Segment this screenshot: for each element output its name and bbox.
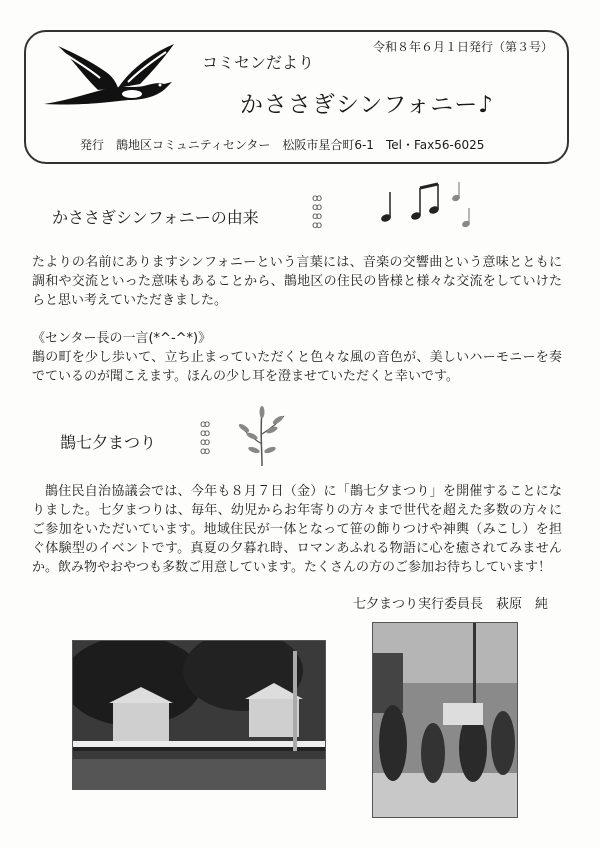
publisher-line xyxy=(80,136,484,153)
photo-festival-crowd xyxy=(372,622,518,818)
decorative-swirl-icon: ꝏ ꝏ ꝏ ꝏ xyxy=(312,193,323,231)
newsletter-subtitle: コミセンだより xyxy=(202,53,315,72)
section-title-tanabata: 鵲七夕まつり xyxy=(60,433,157,452)
music-notes-icon xyxy=(376,180,476,230)
origin-paragraph: たよりの名前にありますシンフォニーという言葉には、音楽の交響曲という意味とともに調和や交流といった意味もあることから、鵲地区の住民の皆様と様々な交流をしていけたらと思い考えていただきました。 xyxy=(32,255,562,308)
bamboo-branch-icon xyxy=(232,404,292,468)
masthead xyxy=(24,30,569,164)
photo-festival-lanterns xyxy=(72,640,326,790)
signature: 七夕まつり実行委員長 萩原 純 xyxy=(352,597,548,612)
publisher-contact: Tel・Fax56-6025 xyxy=(385,138,485,152)
decorative-swirl-icon: ꝏ ꝏ ꝏ ꝏ xyxy=(200,419,211,457)
newsletter-title: かささぎシンフォニー♪ xyxy=(240,92,494,118)
publisher-label: 発行 xyxy=(80,138,105,152)
magpie-bird-icon xyxy=(40,42,182,116)
section-title-origin: かささぎシンフォニーの由来 xyxy=(52,208,259,227)
director-note-paragraph: 鵲の町を少し歩いて、立ち止まっていただくと色々な風の音色が、美しいハーモニーを奏でているのが聞こえます。ほんの少し耳を澄ませていただくと幸いです。 xyxy=(32,350,562,384)
publisher-org: 鵲地区コミュニティセンター xyxy=(116,138,271,152)
issue-date: 令和８年６月１日発行（第３号） xyxy=(372,40,553,54)
tanabata-paragraph: 鵲住民自治協議会では、今年も８月７日（金）に「鵲七夕まつり」を開催することになりました。七夕まつりは、毎年、幼児からお年寄りの方々まで世代を超えた多数の方々にご参加をいただいています。地域住民が一体となって笹の飾りつけや神輿（みこし）を担ぐ体験型のイベントです。真夏の夕暮れ時、ロマンあふれる物語に心を癒されてみませんか。飲み物やおやつも多数ご用意しています。たくさんの方のご参加お待ちしています！ xyxy=(32,484,562,575)
director-note-heading: 《センター長の一言(*^-^*)》 xyxy=(32,331,212,346)
publisher-address: 松阪市星合町6-1 xyxy=(282,138,374,152)
